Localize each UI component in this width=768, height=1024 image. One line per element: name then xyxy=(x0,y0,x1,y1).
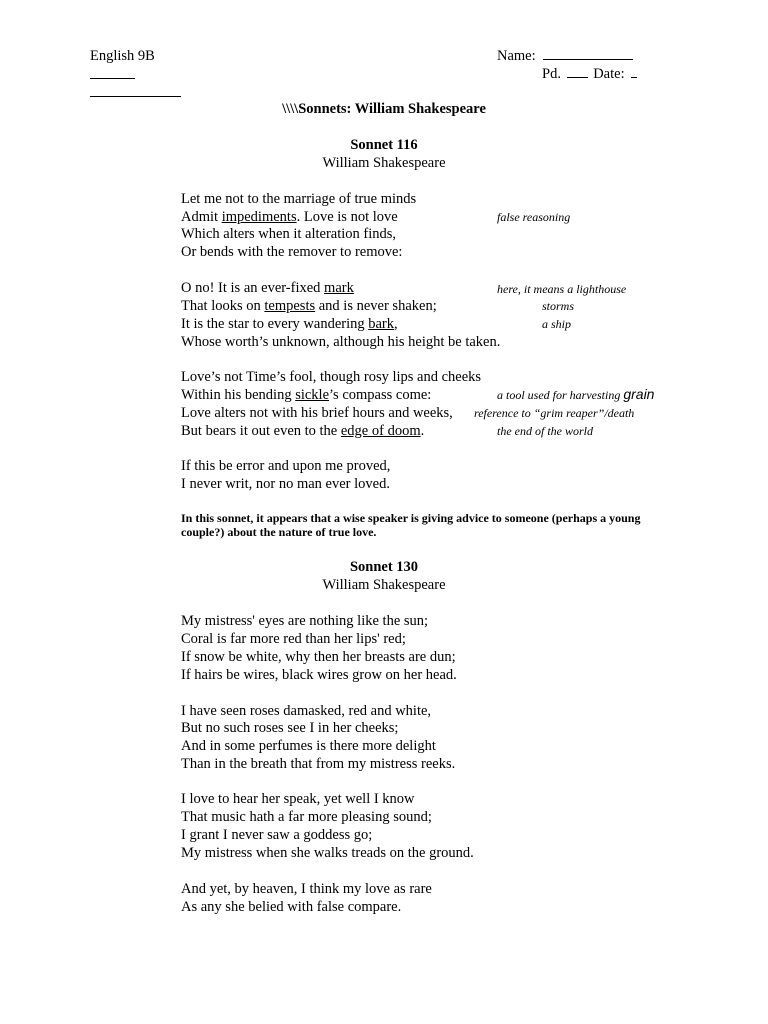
sonnet-130-line-4: If hairs be wires, black wires grow on her head. xyxy=(181,667,457,683)
document-title: \\\\Sonnets: William Shakespeare xyxy=(282,101,486,117)
sonnet-116-line-6 xyxy=(181,297,437,315)
line-text: That looks on xyxy=(181,298,265,314)
sonnet-130-line-10: That music hath a far more pleasing sound; xyxy=(181,809,432,825)
sonnet-116-line-5 xyxy=(181,279,354,297)
sonnet-130-line-1: My mistress' eyes are nothing like the sun; xyxy=(181,613,429,629)
sonnet-116-line-1: Let me not to the marriage of true minds xyxy=(181,191,417,207)
name-label: Name: xyxy=(497,48,536,64)
gloss-sickle xyxy=(497,387,654,402)
sonnet-116-line-3: Which alters when it alteration finds, xyxy=(181,226,397,242)
header-blank-line-1 xyxy=(90,66,135,79)
glossed-word: tempests xyxy=(264,298,316,314)
sonnet-130-title: Sonnet 130 xyxy=(349,559,419,575)
sonnet-116-author: William Shakespeare xyxy=(322,155,446,171)
glossed-word: sickle xyxy=(295,387,330,403)
sonnet-116-line-11: Love alters not with his brief hours and weeks, xyxy=(181,405,453,421)
sonnet-116-line-7 xyxy=(181,315,398,333)
line-text: Within his bending xyxy=(181,387,296,403)
sonnet-130-author: William Shakespeare xyxy=(322,577,446,593)
gloss-text-grain: grain xyxy=(623,386,655,402)
pd-date-row xyxy=(542,65,637,83)
glossed-word: mark xyxy=(324,280,354,296)
sonnet-130-line-11: I grant I never saw a goddess go; xyxy=(181,827,373,843)
sonnet-130-line-5: I have seen roses damasked, red and white, xyxy=(181,703,432,719)
name-blank xyxy=(543,47,633,60)
sonnet-130-line-6: But no such roses see I in her cheeks; xyxy=(181,720,399,736)
date-blank xyxy=(631,65,637,78)
gloss-tempests: storms xyxy=(542,299,575,313)
sonnet-116-line-12 xyxy=(181,422,424,440)
gloss-mark: here, it means a lighthouse xyxy=(497,282,627,296)
header-blank-line-2 xyxy=(90,84,181,97)
gloss-impediments: false reasoning xyxy=(497,210,571,224)
line-text: and is never shaken; xyxy=(315,298,437,314)
gloss-edge-of-doom: the end of the world xyxy=(497,424,593,438)
sonnet-130-line-9: I love to hear her speak, yet well I know xyxy=(181,791,415,807)
sonnet-130-line-14: As any she belied with false compare. xyxy=(181,899,402,915)
glossed-word: impediments xyxy=(221,209,297,225)
glossed-word: edge of doom xyxy=(340,423,421,439)
sonnet-116-line-4: Or bends with the remover to remove: xyxy=(181,244,403,260)
sonnet-130-line-3: If snow be white, why then her breasts are dun; xyxy=(181,649,456,665)
date-label: Date: xyxy=(593,66,625,82)
course-label: English 9B xyxy=(90,48,155,64)
sonnet-116-line-9: Love’s not Time’s fool, though rosy lips and cheeks xyxy=(181,369,482,385)
sonnet-116-commentary: In this sonnet, it appears that a wise speaker is giving advice to someone (perhaps a young couple?) about the nature of true love. xyxy=(181,511,641,539)
sonnet-130-line-7: And in some perfumes is there more delight xyxy=(181,738,436,754)
sonnet-116-line-13: If this be error and upon me proved, xyxy=(181,458,391,474)
line-text: It is the star to every wandering xyxy=(181,316,369,332)
sonnet-116-line-14: I never writ, nor no man ever loved. xyxy=(181,476,390,492)
line-text: O no! It is an ever-fixed xyxy=(181,280,325,296)
glossed-word: bark xyxy=(368,316,394,332)
sonnet-130-line-2: Coral is far more red than her lips' red; xyxy=(181,631,406,647)
gloss-time: reference to “grim reaper”/death xyxy=(474,406,635,420)
gloss-text: a tool used for harvesting xyxy=(497,388,624,402)
sonnet-130-line-8: Than in the breath that from my mistress reeks. xyxy=(181,756,456,772)
pd-blank xyxy=(567,65,588,78)
sonnet-130-line-12: My mistress when she walks treads on the ground. xyxy=(181,845,474,861)
line-text: . xyxy=(420,423,425,439)
line-text: , xyxy=(394,316,398,332)
pd-label: Pd. xyxy=(542,66,561,82)
sonnet-116-line-2 xyxy=(181,208,398,226)
sonnet-130-line-13: And yet, by heaven, I think my love as rare xyxy=(181,881,432,897)
line-text: ’s compass come: xyxy=(329,387,432,403)
sonnet-116-line-10 xyxy=(181,386,431,404)
line-text: . Love is not love xyxy=(296,209,398,225)
sonnet-116-title: Sonnet 116 xyxy=(350,137,418,153)
line-text: But bears it out even to the xyxy=(181,423,341,439)
sonnet-116-line-8: Whose worth’s unknown, although his height be taken. xyxy=(181,334,501,350)
gloss-bark: a ship xyxy=(542,317,572,331)
name-row xyxy=(497,47,633,65)
line-text: Admit xyxy=(181,209,222,225)
